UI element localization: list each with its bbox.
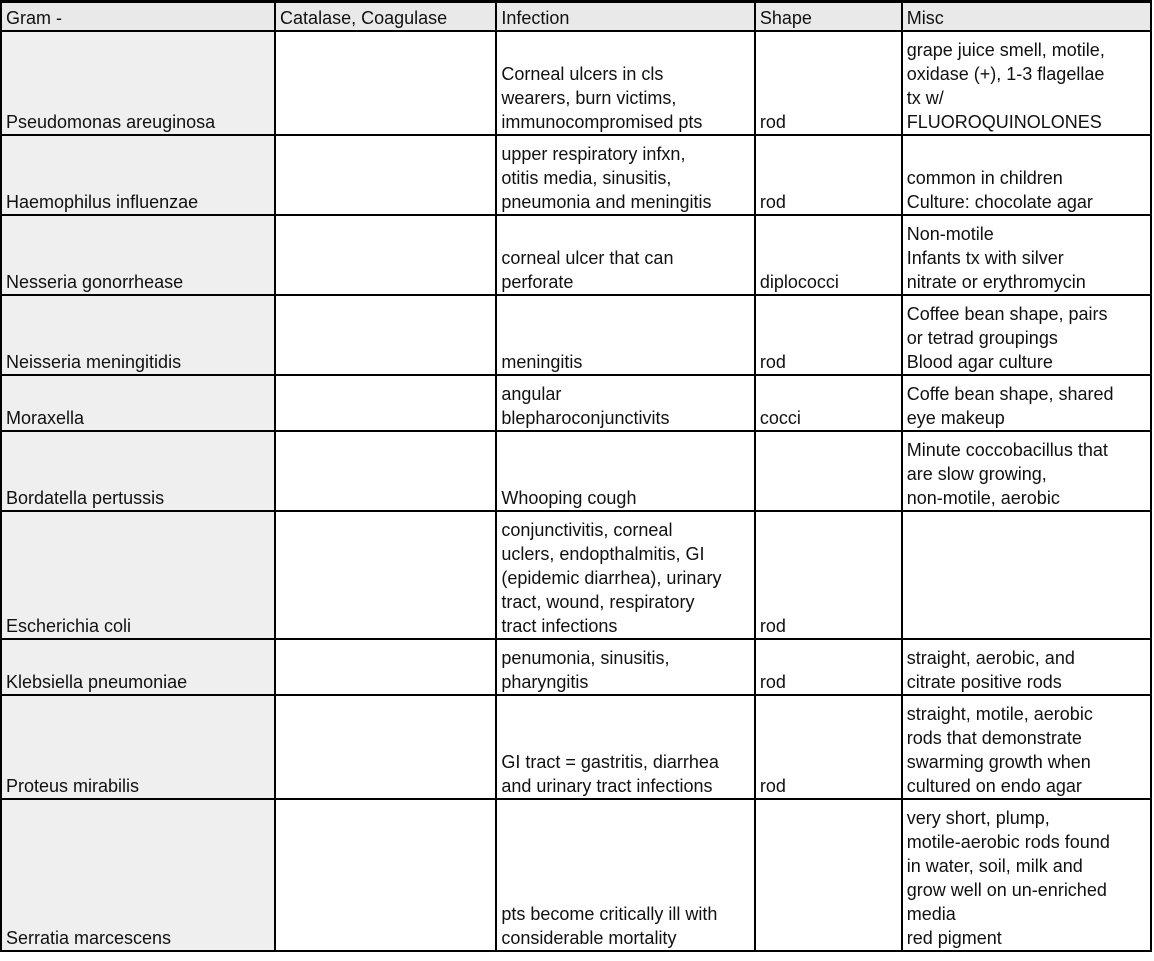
table-row [1,295,1151,375]
header-shape[interactable]: Shape [755,2,902,31]
organism-cell[interactable]: Nesseria gonorrhease [1,215,275,295]
header-catalase-coagulase[interactable]: Catalase, Coagulase [275,2,496,31]
table-row [1,31,1151,135]
misc-cell[interactable]: Non-motile Infants tx with silver nitrate or erythromycin [902,215,1151,295]
infection-cell[interactable]: corneal ulcer that can perforate [496,215,755,295]
misc-cell[interactable]: Coffee bean shape, pairs or tetrad groupings Blood agar culture [902,295,1151,375]
table-row [1,511,1151,639]
organism-cell[interactable]: Neisseria meningitidis [1,295,275,375]
table-row [1,431,1151,511]
header-row [1,2,1151,31]
catalase-cell[interactable] [275,695,496,799]
misc-cell[interactable]: common in children Culture: chocolate agar [902,135,1151,215]
organism-cell[interactable]: Moraxella [1,375,275,431]
header-misc[interactable]: Misc [902,2,1151,31]
organism-cell[interactable]: Haemophilus influenzae [1,135,275,215]
shape-cell[interactable] [755,799,902,951]
shape-cell[interactable]: cocci [755,375,902,431]
header-gram[interactable]: Gram - [1,2,275,31]
table-row [1,639,1151,695]
misc-cell[interactable]: very short, plump, motile-aerobic rods found in water, soil, milk and grow well on un-enriched media red pigment [902,799,1151,951]
shape-cell[interactable]: diplococci [755,215,902,295]
infection-cell[interactable]: angular blepharoconjunctivits [496,375,755,431]
catalase-cell[interactable] [275,431,496,511]
misc-cell[interactable]: Coffe bean shape, shared eye makeup [902,375,1151,431]
infection-cell[interactable]: Whooping cough [496,431,755,511]
table-row [1,695,1151,799]
shape-cell[interactable] [755,431,902,511]
bacteria-table [0,1,1152,952]
organism-cell[interactable]: Proteus mirabilis [1,695,275,799]
header-infection[interactable]: Infection [496,2,755,31]
table-row [1,799,1151,951]
infection-cell[interactable]: penumonia, sinusitis, pharyngitis [496,639,755,695]
shape-cell[interactable]: rod [755,295,902,375]
catalase-cell[interactable] [275,511,496,639]
catalase-cell[interactable] [275,375,496,431]
misc-cell[interactable]: straight, aerobic, and citrate positive rods [902,639,1151,695]
organism-cell[interactable]: Pseudomonas areuginosa [1,31,275,135]
shape-cell[interactable]: rod [755,135,902,215]
infection-cell[interactable]: meningitis [496,295,755,375]
misc-cell[interactable]: straight, motile, aerobic rods that demonstrate swarming growth when cultured on endo agar [902,695,1151,799]
misc-cell[interactable]: Minute coccobacillus that are slow growing, non-motile, aerobic [902,431,1151,511]
catalase-cell[interactable] [275,31,496,135]
shape-cell[interactable]: rod [755,695,902,799]
shape-cell[interactable]: rod [755,31,902,135]
infection-cell[interactable]: upper respiratory infxn, otitis media, sinusitis, pneumonia and meningitis [496,135,755,215]
catalase-cell[interactable] [275,639,496,695]
table-row [1,135,1151,215]
organism-cell[interactable]: Bordatella pertussis [1,431,275,511]
organism-cell[interactable]: Klebsiella pneumoniae [1,639,275,695]
table-row [1,375,1151,431]
infection-cell[interactable]: Corneal ulcers in cls wearers, burn victims, immunocompromised pts [496,31,755,135]
catalase-cell[interactable] [275,135,496,215]
misc-cell[interactable]: grape juice smell, motile, oxidase (+), 1-3 flagellae tx w/ FLUOROQUINOLONES [902,31,1151,135]
infection-cell[interactable]: conjunctivitis, corneal uclers, endopthalmitis, GI (epidemic diarrhea), urinary tract, wound, respiratory tract infections [496,511,755,639]
infection-cell[interactable]: GI tract = gastritis, diarrhea and urinary tract infections [496,695,755,799]
catalase-cell[interactable] [275,295,496,375]
organism-cell[interactable]: Escherichia coli [1,511,275,639]
shape-cell[interactable]: rod [755,639,902,695]
organism-cell[interactable]: Serratia marcescens [1,799,275,951]
table-row [1,215,1151,295]
misc-cell[interactable] [902,511,1151,639]
catalase-cell[interactable] [275,215,496,295]
catalase-cell[interactable] [275,799,496,951]
shape-cell[interactable]: rod [755,511,902,639]
infection-cell[interactable]: pts become critically ill with considerable mortality [496,799,755,951]
